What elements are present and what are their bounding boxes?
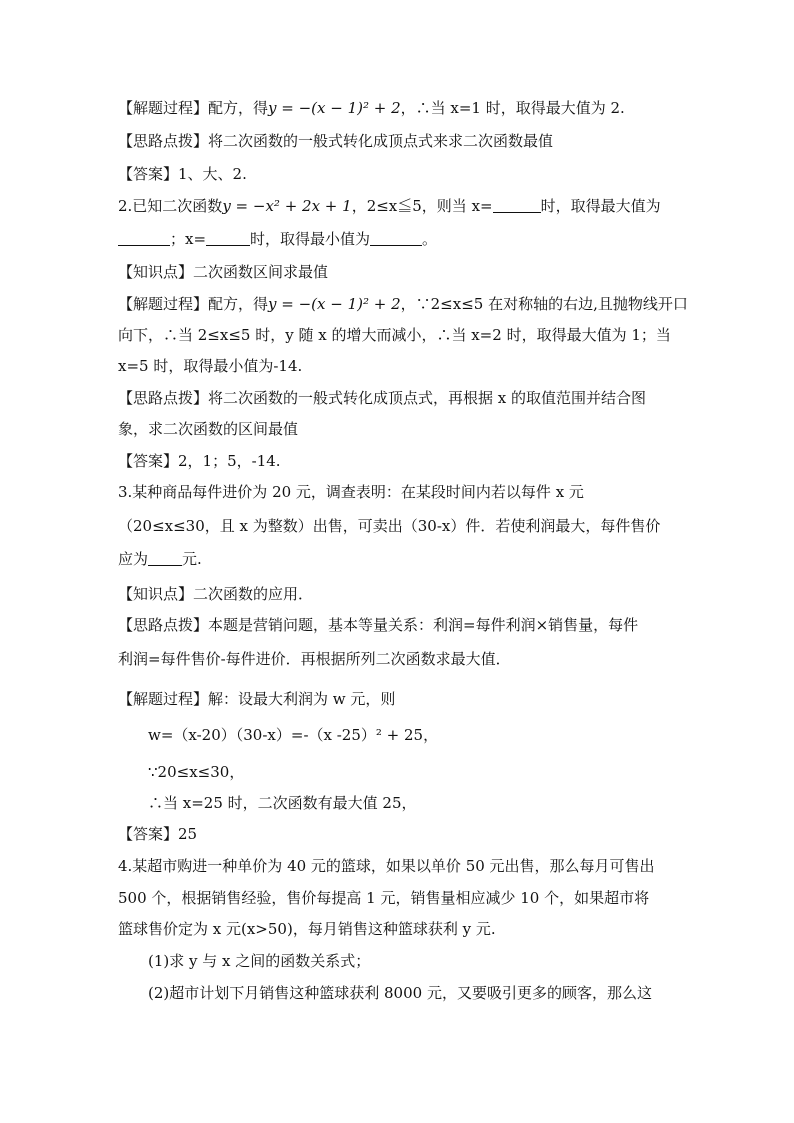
question-4-part-2 <box>148 982 652 1004</box>
answer-line <box>118 450 281 472</box>
text: 【答案】1、大、2. <box>118 165 247 183</box>
text: 利润=每件售价-每件进价．再根据所列二次函数求最大值． <box>118 650 511 668</box>
text: ∵20≤x≤30， <box>148 763 245 781</box>
hint-line <box>118 418 298 440</box>
formula: y = −(x − 1)² + 2 <box>268 295 401 313</box>
knowledge-line <box>118 583 313 605</box>
answer-blank[interactable] <box>118 231 170 246</box>
text: 【思路点拨】本题是营销问题，基本等量关系：利润=每件利润×销售量，每件 <box>118 616 639 634</box>
solution-line <box>148 792 417 814</box>
text: ，∴当 x=1 时，取得最大值为 2. <box>400 99 625 117</box>
text: 4.某超市购进一种单价为 40 元的篮球，如果以单价 50 元出售，那么每月可售出 <box>118 857 655 875</box>
text: ，2≤x≦5，则当 x= <box>351 197 493 215</box>
question-2-line <box>118 228 437 250</box>
question-3-line <box>118 515 660 537</box>
text: 【解题过程】配方，得 <box>118 99 269 117</box>
text: 向下，∴当 2≤x≤5 时，y 随 x 的增大而减小，∴当 x=2 时，取得最大值为 1；当 <box>118 326 671 344</box>
text: 500 个，根据销售经验，售价每提高 1 元，销售量相应减少 10 个，如果超市将 <box>118 889 650 907</box>
text: ；x= <box>170 230 207 248</box>
hint-line <box>118 648 511 670</box>
text: 【答案】2，1；5，-14. <box>118 452 281 470</box>
question-3-line <box>118 481 584 503</box>
text: 【思路点拨】将二次函数的一般式转化成顶点式来求二次函数最值 <box>118 132 554 150</box>
text: 象，求二次函数的区间最值 <box>118 420 299 438</box>
text: 2.已知二次函数 <box>118 197 223 215</box>
text: ，∵2≤x≤5 在对称轴的右边,且抛物线开口 <box>400 295 688 313</box>
text: 应为 <box>118 550 149 568</box>
text: ∴当 x=25 时，二次函数有最大值 25， <box>148 794 417 812</box>
answer-blank[interactable] <box>206 231 250 246</box>
text: 【答案】25 <box>118 825 198 843</box>
hint-line <box>118 387 646 409</box>
text: 【思路点拨】将二次函数的一般式转化成顶点式，再根据 x 的取值范围并结合图 <box>118 389 646 407</box>
text: w=（x-20）（30-x）=-（x -25）² + 25， <box>148 726 439 744</box>
text: 。 <box>422 230 438 248</box>
solution-line <box>118 324 671 346</box>
formula: y = −(x − 1)² + 2 <box>268 99 401 117</box>
hint-line <box>118 130 553 152</box>
solution-formula-line <box>148 724 438 746</box>
text: 【解题过程】配方，得 <box>118 295 269 313</box>
text: (1)求 y 与 x 之间的函数关系式； <box>148 952 371 970</box>
answer-blank[interactable] <box>493 198 541 213</box>
answer-blank[interactable] <box>370 231 422 246</box>
text: 元. <box>182 550 202 568</box>
text: 【知识点】二次函数的应用． <box>118 585 314 603</box>
question-4-line <box>118 855 655 877</box>
answer-line <box>118 823 197 845</box>
formula: y = −x² + 2x + 1 <box>222 197 352 215</box>
question-2-line <box>118 195 661 217</box>
question-3-line <box>118 548 202 570</box>
text: x=5 时，取得最小值为-14. <box>118 357 303 375</box>
text: 3.某种商品每件进价为 20 元，调查表明：在某段时间内若以每件 x 元 <box>118 483 584 501</box>
text: 【知识点】二次函数区间求最值 <box>118 263 329 281</box>
text: (2)超市计划下月销售这种篮球获利 8000 元，又要吸引更多的顾客，那么这 <box>148 984 652 1002</box>
text: 时，取得最大值为 <box>540 197 661 215</box>
solution-line <box>118 355 302 377</box>
knowledge-line <box>118 261 328 283</box>
question-4-line <box>118 887 649 909</box>
hint-line <box>118 614 638 636</box>
question-4-line <box>118 918 496 940</box>
text: 【解题过程】解：设最大利润为 w 元，则 <box>118 690 396 708</box>
question-4-part-1 <box>148 950 370 972</box>
solution-line <box>118 97 625 119</box>
answer-line <box>118 163 247 185</box>
solution-line <box>148 761 244 783</box>
text: 时，取得最小值为 <box>250 230 371 248</box>
answer-blank[interactable] <box>148 551 182 566</box>
solution-line <box>118 293 688 315</box>
text: （20≤x≤30，且 x 为整数）出售，可卖出（30-x）件．若使利润最大，每件售价 <box>118 517 661 535</box>
solution-line <box>118 688 395 710</box>
text: 篮球售价定为 x 元(x>50)，每月销售这种篮球获利 y 元. <box>118 920 496 938</box>
